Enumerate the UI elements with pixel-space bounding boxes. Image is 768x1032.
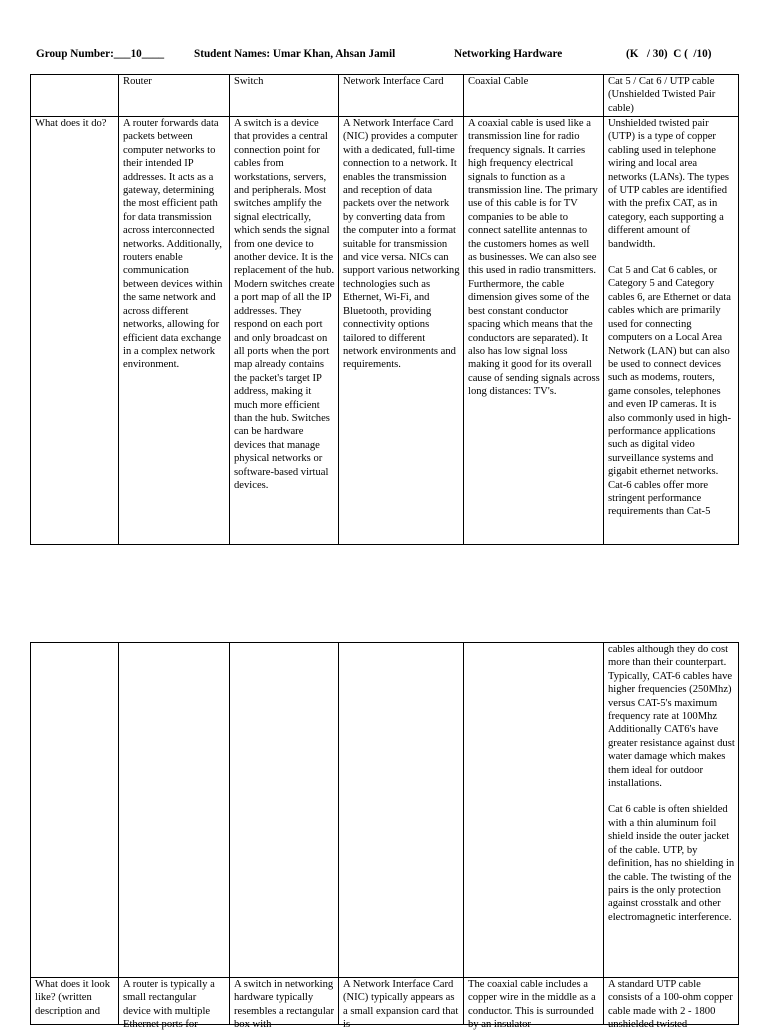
table-row xyxy=(31,978,739,1025)
row-label-what-does-it-look-like: What does it look like? (written description and xyxy=(31,978,119,1025)
cell-coaxial-function: A coaxial cable is used like a transmission line for radio frequency signals. It carries high frequency electrical signals to function as a transmission line. The primary use of this cable is for TV companies to be able to connect satellite antennas to the customers homes as well as businesses. We can also see this used in radio transmitters. Furthermore, the cable dimension gives some of the best constant conductor spacing which means that the conductors are separated). It also has low signal loss making it good for its overall cause of sending signals across long distances: TV's. xyxy=(464,117,604,545)
continued-cell-blank xyxy=(31,643,119,978)
cell-nic-function: A Network Interface Card (NIC) provides a computer with a dedicated, full-time connection to a network. It enables the transmission and reception of data packets over the network by converting data from the computer into a format suitable for transmission and vice versa. NICs can support various networking technologies such as Ethernet, Wi-Fi, and Bluetooth, providing connectivity options tailored to different network environments and requirements. xyxy=(339,117,464,545)
utp-continued-paragraph-1: cables although they do cost more than their counterpart. Typically, CAT-6 cables have higher frequencies (250Mhz) versus CAT-5's maximum frequency rate at 100Mhz Additionally CAT6's have greater resistance against dust water damage which makes them ideal for outdoor installations. xyxy=(608,644,735,790)
cell-switch-function: A switch is a device that provides a central connection point for cables from workstations, servers, and peripherals. Most switches amplify the signal electrically, which sends the signal from one device to another device. It is the replacement of the hub. Modern switches create a port map of all the IP addresses. They respond on each port and only broadcast on all ports when the port map already contains the packet's target IP address, making it much more efficient than the hub. Switches can be hardware devices that manage physical networks or software-based virtual devices. xyxy=(230,117,339,545)
hardware-table-page2 xyxy=(30,642,739,1031)
hardware-table-page1 xyxy=(30,74,739,545)
table-header-row xyxy=(31,75,739,117)
header-cell-coaxial: Coaxial Cable xyxy=(464,75,604,117)
continued-cell-utp xyxy=(604,643,739,978)
continued-cell-router xyxy=(119,643,230,978)
continued-cell-nic xyxy=(339,643,464,978)
header-cell-utp: Cat 5 / Cat 6 / UTP cable (Unshielded Twisted Pair cable) xyxy=(604,75,739,117)
header-cell-blank xyxy=(31,75,119,117)
page-header xyxy=(0,48,768,64)
header-cell-nic: Network Interface Card xyxy=(339,75,464,117)
utp-continued-paragraph-2: Cat 6 cable is often shielded with a thin aluminum foil shield inside the outer jacket of the cable. UTP, by definition, has no shielding in the cable. The twisting of the pairs is the only protection against crosstalk and other electromagnetic interference. xyxy=(608,804,735,923)
cell-nic-appearance: A Network Interface Card (NIC) typically appears as a small expansion card that is xyxy=(339,978,464,1025)
cell-switch-appearance: A switch in networking hardware typically resembles a rectangular box with xyxy=(230,978,339,1025)
header-cell-router: Router xyxy=(119,75,230,117)
marks-field: (K / 30) C ( /10) xyxy=(626,48,712,60)
table-row xyxy=(31,117,739,545)
student-names: Student Names: Umar Khan, Ahsan Jamil xyxy=(194,48,396,60)
table-row xyxy=(31,643,739,978)
utp-paragraph-1: Unshielded twisted pair (UTP) is a type of copper cabling used in telephone wiring and local area networks (LANs). The types of UTP cables are identified with the prefix CAT, as in category, each supporting a different amount of bandwidth. xyxy=(608,118,730,250)
row-label-what-does-it-do: What does it do? xyxy=(31,117,119,545)
cell-router-appearance: A router is typically a small rectangular device with multiple Ethernet ports for xyxy=(119,978,230,1025)
document-title: Networking Hardware xyxy=(454,48,563,60)
continued-cell-coaxial xyxy=(464,643,604,978)
utp-paragraph-2: Cat 5 and Cat 6 cables, or Category 5 and Category cables 6, are Ethernet or data cables which are primarily used for connecting computers on a Local Area Network (LAN) but can also be used to connect devices such as modems, routers, game consoles, telephones and even IP cameras. It is also commonly used in high-performance applications such as digital video surveillance systems and gigabit ethernet networks. Cat-6 cables offer more stringent performance requirements than Cat-5 xyxy=(608,265,731,518)
cell-coaxial-appearance: The coaxial cable includes a copper wire in the middle as a conductor. This is surrounded by an insulator xyxy=(464,978,604,1025)
cell-router-function: A router forwards data packets between computer networks to their intended IP addresses. It acts as a gateway, determining the most efficient path for data transmission across interconnected networks. Additionally, routers enable communication between devices within the same network and across different networks, allowing for efficient data exchange in a complex network environment. xyxy=(119,117,230,545)
cell-utp-function xyxy=(604,117,739,545)
continued-cell-switch xyxy=(230,643,339,978)
cell-utp-appearance: A standard UTP cable consists of a 100-ohm copper cable made with 2 - 1800 unshielded twisted xyxy=(604,978,739,1025)
group-number: Group Number:___10____ xyxy=(36,48,165,60)
header-cell-switch: Switch xyxy=(230,75,339,117)
